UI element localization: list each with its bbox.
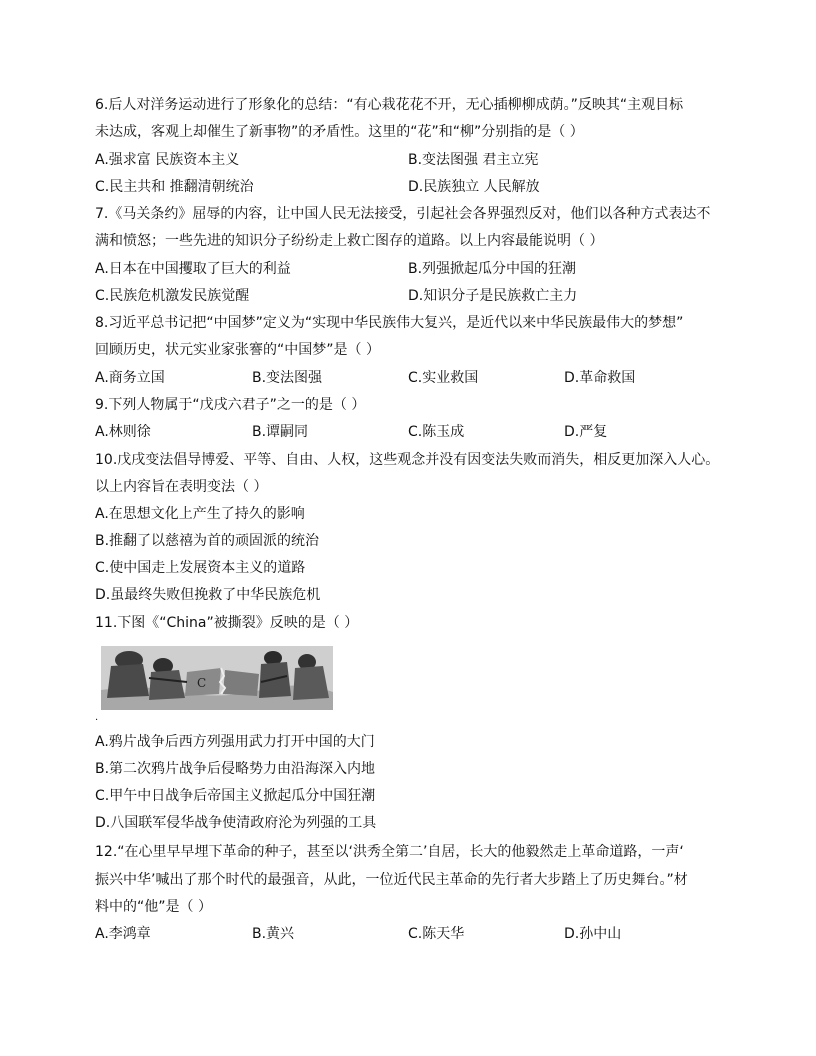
q10-option-a: A.在思想文化上产生了持久的影响: [95, 506, 305, 522]
q8-stem-line1: 8.习近平总书记把“中国梦”定义为“实现中华民族伟大复兴，是近代以来中华民族最伟大的梦想”: [95, 315, 684, 331]
q9-option-b: B.谭嗣同: [252, 424, 309, 440]
q8-option-b: B.变法图强: [252, 370, 323, 386]
q10-stem-line1: 10.戊戌变法倡导博爱、平等、自由、人权，这些观念并没有因变法失败而消失，相反更加深入人心。: [95, 452, 720, 468]
q6-option-c: C.民主共和 推翻清朝统治: [95, 179, 254, 195]
q6-stem-line2: 未达成，客观上却催生了新事物”的矛盾性。这里的“花”和“柳”分别指的是（ ）: [95, 124, 584, 140]
q7-option-a: A.日本在中国攫取了巨大的利益: [95, 261, 291, 277]
q10-stem-line2: 以上内容旨在表明变法（ ）: [95, 479, 268, 495]
q9-option-c: C.陈玉成: [408, 424, 465, 440]
q9-option-d: D.严复: [564, 424, 608, 440]
q10-option-d: D.虽最终失败但挽救了中华民族危机: [95, 587, 321, 603]
q12-option-b: B.黄兴: [252, 926, 295, 942]
q12-option-c: C.陈天华: [408, 926, 465, 942]
q7-option-c: C.民族危机激发民族觉醒: [95, 288, 250, 304]
q7-stem-line1: 7.《马关条约》屈辱的内容，让中国人民无法接受，引起社会各界强烈反对，他们以各种方式表达不: [95, 206, 711, 222]
q10-option-c: C.使中国走上发展资本主义的道路: [95, 560, 306, 576]
q9-option-a: A.林则徐: [95, 424, 151, 440]
q11-option-b: B.第二次鸦片战争后侵略势力由沿海深入内地: [95, 761, 376, 777]
q12-stem-line2: 振兴中华’喊出了那个时代的最强音，从此，一位近代民主革命的先行者大步踏上了历史舞台。”材: [95, 872, 688, 888]
q11-option-a: A.鸦片战争后西方列强用武力打开中国的大门: [95, 734, 375, 750]
q7-option-d: D.知识分子是民族救亡主力: [408, 288, 578, 304]
q12-option-a: A.李鸿章: [95, 926, 151, 942]
q6-stem-line1: 6.后人对洋务运动进行了形象化的总结：“有心栽花花不开，无心插柳柳成荫。”反映其“主观目标: [95, 97, 684, 113]
svg-text:C: C: [197, 676, 207, 690]
q8-stem-line2: 回顾历史，状元实业家张謇的“中国梦”是（ ）: [95, 342, 380, 358]
q8-option-d: D.革命救国: [564, 370, 636, 386]
q9-stem-line1: 9.下列人物属于“戊戌六君子”之一的是（ ）: [95, 397, 366, 413]
q11-option-c: C.甲午中日战争后帝国主义掀起瓜分中国狂潮: [95, 788, 376, 804]
q12-stem-line1: 12.“在心里早早埋下革命的种子，甚至以‘洪秀全第二’自居，长大的他毅然走上革命道路，一声‘: [95, 844, 684, 860]
cartoon-illustration: [101, 646, 333, 710]
q6-option-a: A.强求富 民族资本主义: [95, 152, 240, 168]
cartoon-china-torn-image: [101, 646, 333, 710]
q11-stem-line1: 11.下图《“China”被撕裂》反映的是（ ）: [95, 615, 359, 631]
q6-option-d: D.民族独立 人民解放: [408, 179, 540, 195]
image-caption-dot: .: [95, 712, 99, 723]
q8-option-c: C.实业救国: [408, 370, 479, 386]
q12-stem-line3: 料中的“他”是（ ）: [95, 899, 212, 915]
q7-option-b: B.列强掀起瓜分中国的狂潮: [408, 261, 577, 277]
q8-option-a: A.商务立国: [95, 370, 165, 386]
q6-option-b: B.变法图强 君主立宪: [408, 152, 539, 168]
q10-option-b: B.推翻了以慈禧为首的顽固派的统治: [95, 533, 320, 549]
q12-option-d: D.孙中山: [564, 926, 622, 942]
q11-option-d: D.八国联军侵华战争使清政府沦为列强的工具: [95, 815, 377, 831]
q7-stem-line2: 满和愤怒；一些先进的知识分子纷纷走上救亡图存的道路。以上内容最能说明（ ）: [95, 233, 604, 249]
